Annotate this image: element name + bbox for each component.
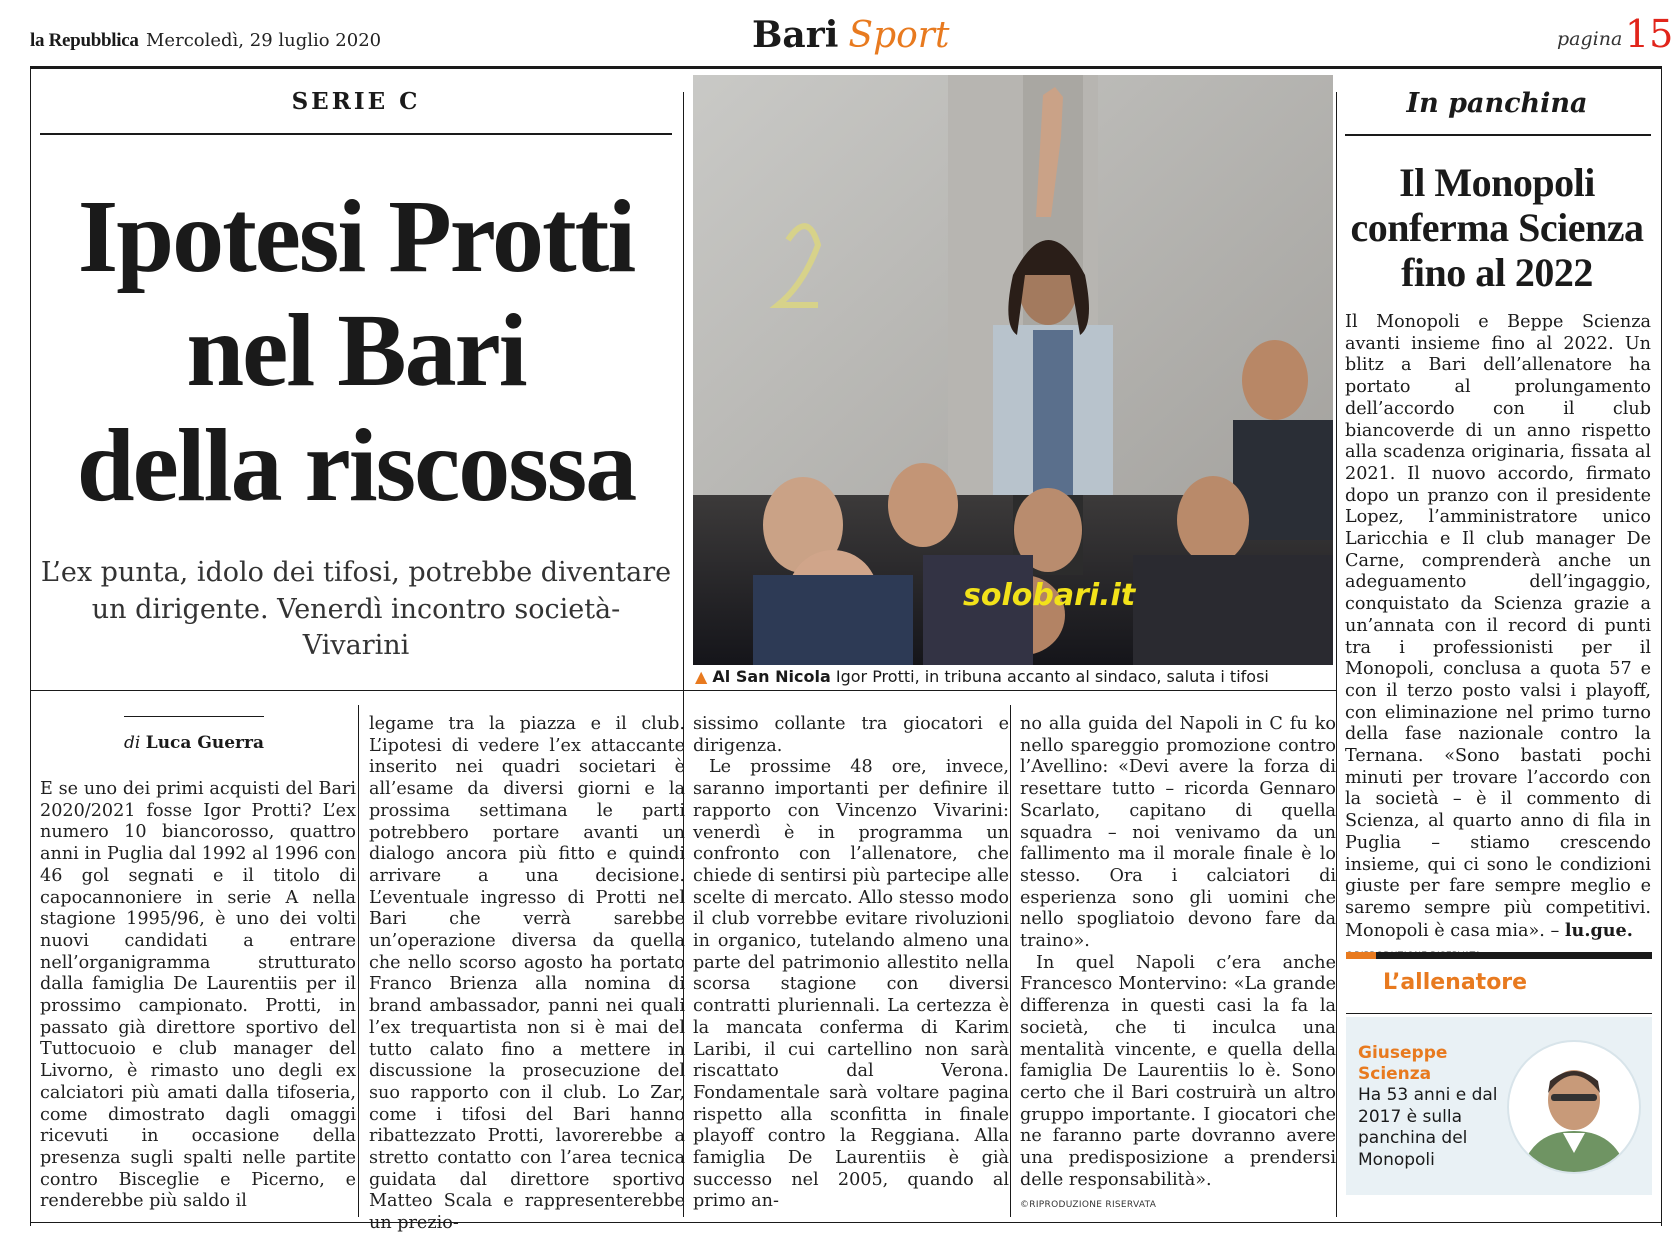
byline — [124, 733, 264, 753]
summary-bottom-rule — [30, 690, 1336, 691]
column-divider — [1336, 92, 1337, 1217]
article-headline — [40, 180, 672, 523]
photo-caption — [695, 667, 1269, 686]
column-divider — [1010, 705, 1011, 1217]
newspaper-logo: la Repubblica — [30, 30, 139, 51]
page-bottom-rule — [30, 1222, 1662, 1223]
article-column-2 — [369, 714, 685, 1235]
page-right-border — [1661, 66, 1662, 1226]
headline-line: Ipotesi Protti — [77, 179, 635, 294]
page-label: pagina — [1557, 28, 1623, 50]
caption-lead: Al San Nicola — [712, 667, 831, 686]
coach-box-top-rule — [1346, 952, 1652, 959]
sidebar-headline — [1342, 160, 1652, 296]
sidebar-kicker-rule — [1345, 134, 1651, 136]
column-divider — [358, 705, 359, 1217]
headline-line: nel Bari — [186, 293, 526, 409]
byline-author: Luca Guerra — [145, 733, 264, 753]
article-column-4 — [1020, 714, 1336, 1217]
paragraph: In quel Napoli c’era anche Francesco Montervino: «La grande differenza in questi casi la fa la società, che ti inculca una mentalità vincente, e quella della famiglia De Laurentiis lo è. Sono certo che il Bari costruirà un altro gruppo importante. I giocatori che ne faranno parte dovranno avere una predisposizione a prendersi delle responsabilità». — [1020, 952, 1336, 1190]
headline-line: Il Monopoli — [1399, 160, 1595, 205]
coach-portrait — [1505, 1038, 1643, 1176]
kicker-rule — [40, 133, 672, 135]
sidebar-body-text: Il Monopoli e Beppe Scienza avanti insieme fino al 2022. Un blitz a Bari dell’allenatore ha portato al prolungamento dell’accordo con il club biancoverde di un anno rispetto alla scadenza originaria, fissata al 2021. Il nuovo accordo, firmato dopo un pranzo con il presidente Lopez, l’amministratore unico Laricchia e Il club manager De Carne, comprenderà anche un adeguamento dell’ingaggio, conquistato da Scienza grazie a un’annata con il record di punti tra i professionisti per il Monopoli, conclusa a quota 57 e con il terzo posto valsi i playoff, con eliminazione nel primo turno della fase nazionale contro la Ternana. «Sono bastati pochi minuti per trovare l’accordo con la società – è il commento di Scienza, al quarto anno di fila in Puglia – stiamo crescendo insieme, qui ci sono le condizioni giuste per fare sempre meglio e saremo sempre più competitivi. Monopoli è casa mia». – — [1345, 312, 1651, 941]
section-title — [752, 14, 949, 56]
coach-description: Ha 53 anni e dal 2017 è sulla panchina del Monopoli — [1358, 1085, 1498, 1170]
sidebar-kicker: In panchina — [1406, 88, 1588, 119]
headline-line: conferma Scienza — [1350, 205, 1644, 251]
sidebar-body — [1345, 312, 1651, 968]
summary-line: un dirigente. Venerdì incontro società-Vivarini — [91, 593, 621, 662]
masthead — [0, 0, 1680, 62]
photo-illustration — [693, 75, 1333, 665]
byline-rule — [124, 716, 264, 717]
coach-box-accent — [1346, 952, 1376, 959]
article-column-1 — [40, 779, 356, 1213]
sidebar-signature: lu.gue. — [1564, 919, 1633, 941]
page-number: 15 — [1625, 12, 1674, 56]
summary-line: L’ex punta, idolo dei tifosi, potrebbe diventare — [40, 557, 672, 588]
masthead-rule — [30, 66, 1662, 69]
article-photo — [693, 75, 1333, 665]
headline-line: della riscossa — [76, 407, 636, 523]
paragraph: legame tra la piazza e il club. L’ipotesi di vedere l’ex attaccante inserito nei quadri societari è all’esame da diversi giorni e la prossima settimana le parti potrebbero portare avanti un dialogo ancora più fitto e quindi arrivare a una decisione. L’eventuale ingresso di Protti nel Bari che verrà sarebbe un’operazione diversa da quella che nello scorso agosto ha portato Franco Brienza alla nomina di brand ambassador, panni nei quali l’ex trequartista non si è mai del tutto calato fino a mettere in discussione la prosecuzione del suo rapporto con il club. Lo Zar, come i tifosi del Bari hanno ribattezzato Protti, lavorerebbe a stretto contatto con l’area tecnica guidata dal direttore sportivo Matteo Scala e rappresenterebbe un prezio- — [369, 714, 685, 1234]
paragraph — [1345, 312, 1651, 942]
coach-portrait-image — [1505, 1038, 1643, 1176]
coach-first-name: Giuseppe — [1358, 1043, 1448, 1063]
article-kicker: SERIE C — [291, 88, 421, 115]
page-left-border — [30, 66, 31, 1226]
paragraph: sissimo collante tra giocatori e dirigenza. — [693, 714, 1009, 756]
byline-prefix: di — [124, 733, 141, 753]
coach-box-title-rule — [1346, 1013, 1652, 1014]
coach-name — [1358, 1043, 1447, 1085]
caption-triangle-icon: ▲ — [695, 667, 708, 686]
section-city: Bari — [752, 14, 839, 56]
coach-box-title: L’allenatore — [1383, 970, 1528, 995]
coach-last-name: Scienza — [1358, 1064, 1432, 1084]
article-column-3 — [693, 714, 1009, 1213]
article-copyright: ©RIPRODUZIONE RISERVATA — [1020, 1200, 1157, 1211]
paragraph: E se uno dei primi acquisti del Bari 2020/2021 fosse Igor Protti? L’ex numero 10 biancorosso, quattro anni in Puglia dal 1992 al 1996 con 46 gol segnati e il titolo di capocannoniere in serie A nella stagione 1995/96, è uno dei volti nuovi candidati a entrare nell’organigramma strutturato dalla famiglia De Laurentiis per il prossimo campionato. Protti, in passato già direttore sportivo del Tuttocuoio e club manager del Livorno, è rimasto uno degli ex calciatori più amati dalla tifoseria, come dimostrato dagli omaggi ricevuti in occasione della presenza sugli spalti nelle partite contro Bisceglie e Picerno, e renderebbe più saldo il — [40, 779, 356, 1212]
headline-line: fino al 2022 — [1401, 250, 1593, 296]
paragraph: no alla guida del Napoli in C fu ko nello spareggio promozione contro l’Avellino: «Devi avere la forza di resettare tutto – ricorda Gennaro Scarlato, capitano di quella squadra – noi venivamo da un fallimento ma il morale finale è lo stesso. Ora i calciatori di esperienza sono gli uomini che nello spogliatoio devono fare da traino». — [1020, 714, 1336, 952]
paragraph: Le prossime 48 ore, invece, saranno importanti per definire il rapporto con Vincenzo Vivarini: venerdì è in programma un confronto con l’allenatore, che chiede di sentirsi più partecipe alle scelte di mercato. Allo stesso modo il club vorrebbe evitare rivoluzioni in organico, tutelando almeno una parte del patrimonio allestito nella scorsa stagione con diversi contratti pluriennali. La certezza è la mancata conferma di Karim Laribi, il cui cartellino non sarà riscattato dal Verona. Fondamentale sarà voltare pagina rispetto alla sconfitta in finale playoff contro la Reggiana. Alla famiglia De Laurentiis è già successo nel 2005, quando al primo an- — [693, 757, 1009, 1212]
photo-watermark: solobari.it — [963, 578, 1136, 613]
article-summary — [40, 555, 672, 665]
caption-text: Igor Protti, in tribuna accanto al sindaco, saluta i tifosi — [835, 667, 1269, 686]
section-name: Sport — [848, 15, 950, 56]
issue-date: Mercoledì, 29 luglio 2020 — [146, 30, 382, 51]
